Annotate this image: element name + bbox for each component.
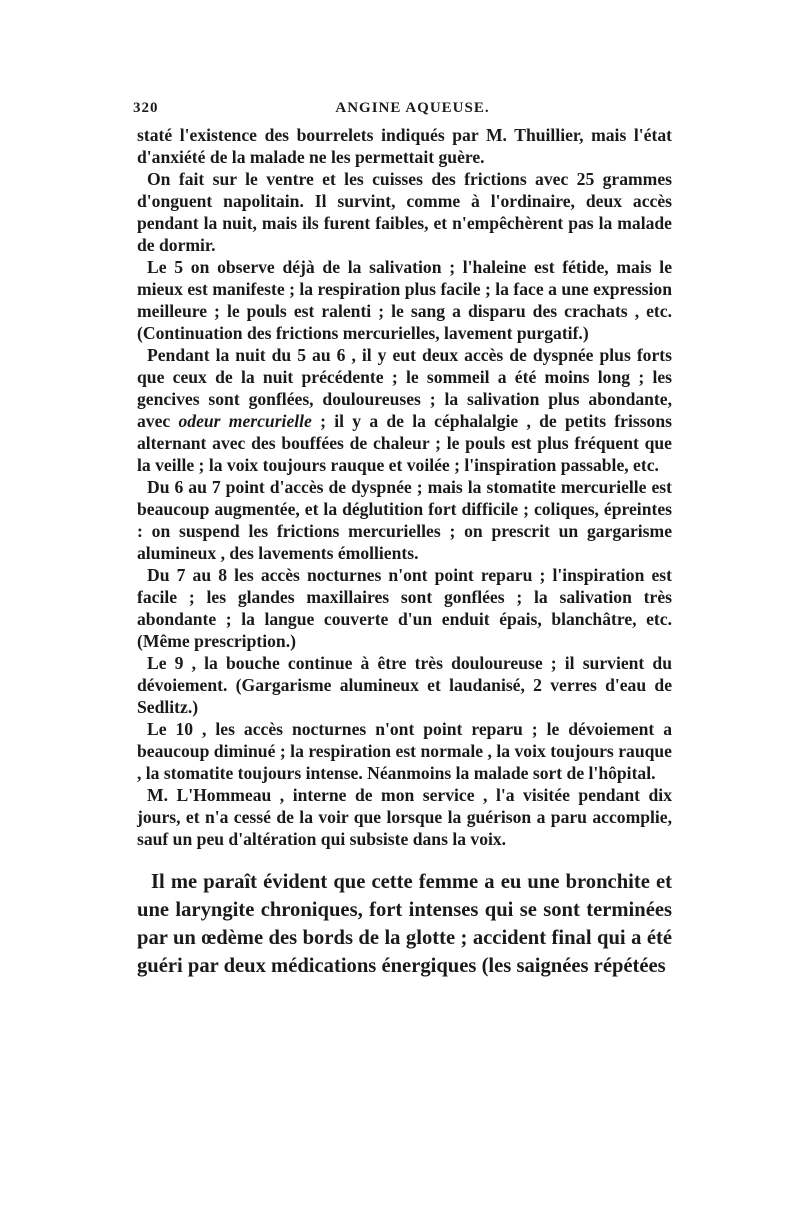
case-report-text (137, 124, 672, 850)
commentary-text (137, 868, 672, 980)
paragraph-night-5-6 (137, 344, 672, 476)
paragraph-commentary: Il me paraît évident que cette femme a eu une bronchite et une laryngite chroniques, fort intenses qui se sont terminées par un œdème des bords de la glotte ; accident final qui a été guéri par deux médications énergiques (les saignées répétées (137, 871, 672, 977)
italic-phrase: odeur mercurielle (178, 411, 312, 431)
paragraph-day-7-8: Du 7 au 8 les accès nocturnes n'ont point reparu ; l'inspiration est facile ; les glandes maxillaires sont gonflées ; la salivation très abondante ; la langue couverte d'un enduit épais, blanchâtre, etc. (Même prescription.) (137, 565, 672, 651)
paragraph-day-5: Le 5 on observe déjà de la salivation ; l'haleine est fétide, mais le mieux est manifeste ; la respiration plus facile ; la face a une expression meilleure ; le pouls est ralenti ; le sang a disparu des crachats , etc. (Continuation des frictions mercurielles, lavement purgatif.) (137, 257, 672, 343)
paragraph-night-5-6-start: Pendant la nuit du 5 au 6 , il y eut deux accès de dyspnée plus forts que ceux de la nuit précédente ; le sommeil a été moins long ; les gencives sont gonflées, douloureuses ; la salivation plus abondante, avec (137, 345, 672, 431)
paragraph-frictions: On fait sur le ventre et les cuisses des frictions avec 25 grammes d'onguent napolitain. Il survint, comme à l'ordinaire, deux accès pendant la nuit, mais ils furent faibles, et n'empêchèrent pas la malade de dormir. (137, 169, 672, 255)
paragraph-continuation: staté l'existence des bourrelets indiqués par M. Thuillier, mais l'état d'anxiété de la malade ne les permettait guère. (137, 125, 672, 167)
paragraph-day-10: Le 10 , les accès nocturnes n'ont point reparu ; le dévoiement a beaucoup diminué ; la respiration est normale , la voix toujours rauque , la stomatite toujours intense. Néanmoins la malade sort de l'hôpital. (137, 719, 672, 783)
running-head (133, 100, 672, 124)
paragraph-night-5-6-end: ; il y a de la céphalalgie , de petits frissons alternant avec des bouffées de chaleur ; le pouls est plus fréquent que la veille ; la voix toujours rauque et voilée ; l'inspiration passable, etc. (137, 411, 672, 475)
book-page (133, 100, 672, 980)
running-title: ANGINE AQUEUSE. (335, 100, 490, 116)
paragraph-day-6-7: Du 6 au 7 point d'accès de dyspnée ; mais la stomatite mercurielle est beaucoup augmentée, et la déglutition fort difficile ; coliques, épreintes : on suspend les frictions mercurielles ; on prescrit un gargarisme alumineux , des lavements émollients. (137, 477, 672, 563)
paragraph-follow-up: M. L'Hommeau , interne de mon service , l'a visitée pendant dix jours, et n'a cessé de la voir que lorsque la guérison a paru accomplie, sauf un peu d'altération qui subsiste dans la voix. (137, 785, 672, 849)
page-number: 320 (133, 100, 159, 116)
paragraph-day-9: Le 9 , la bouche continue à être très douloureuse ; il survient du dévoiement. (Gargarisme alumineux et laudanisé, 2 verres d'eau de Sedlitz.) (137, 653, 672, 717)
